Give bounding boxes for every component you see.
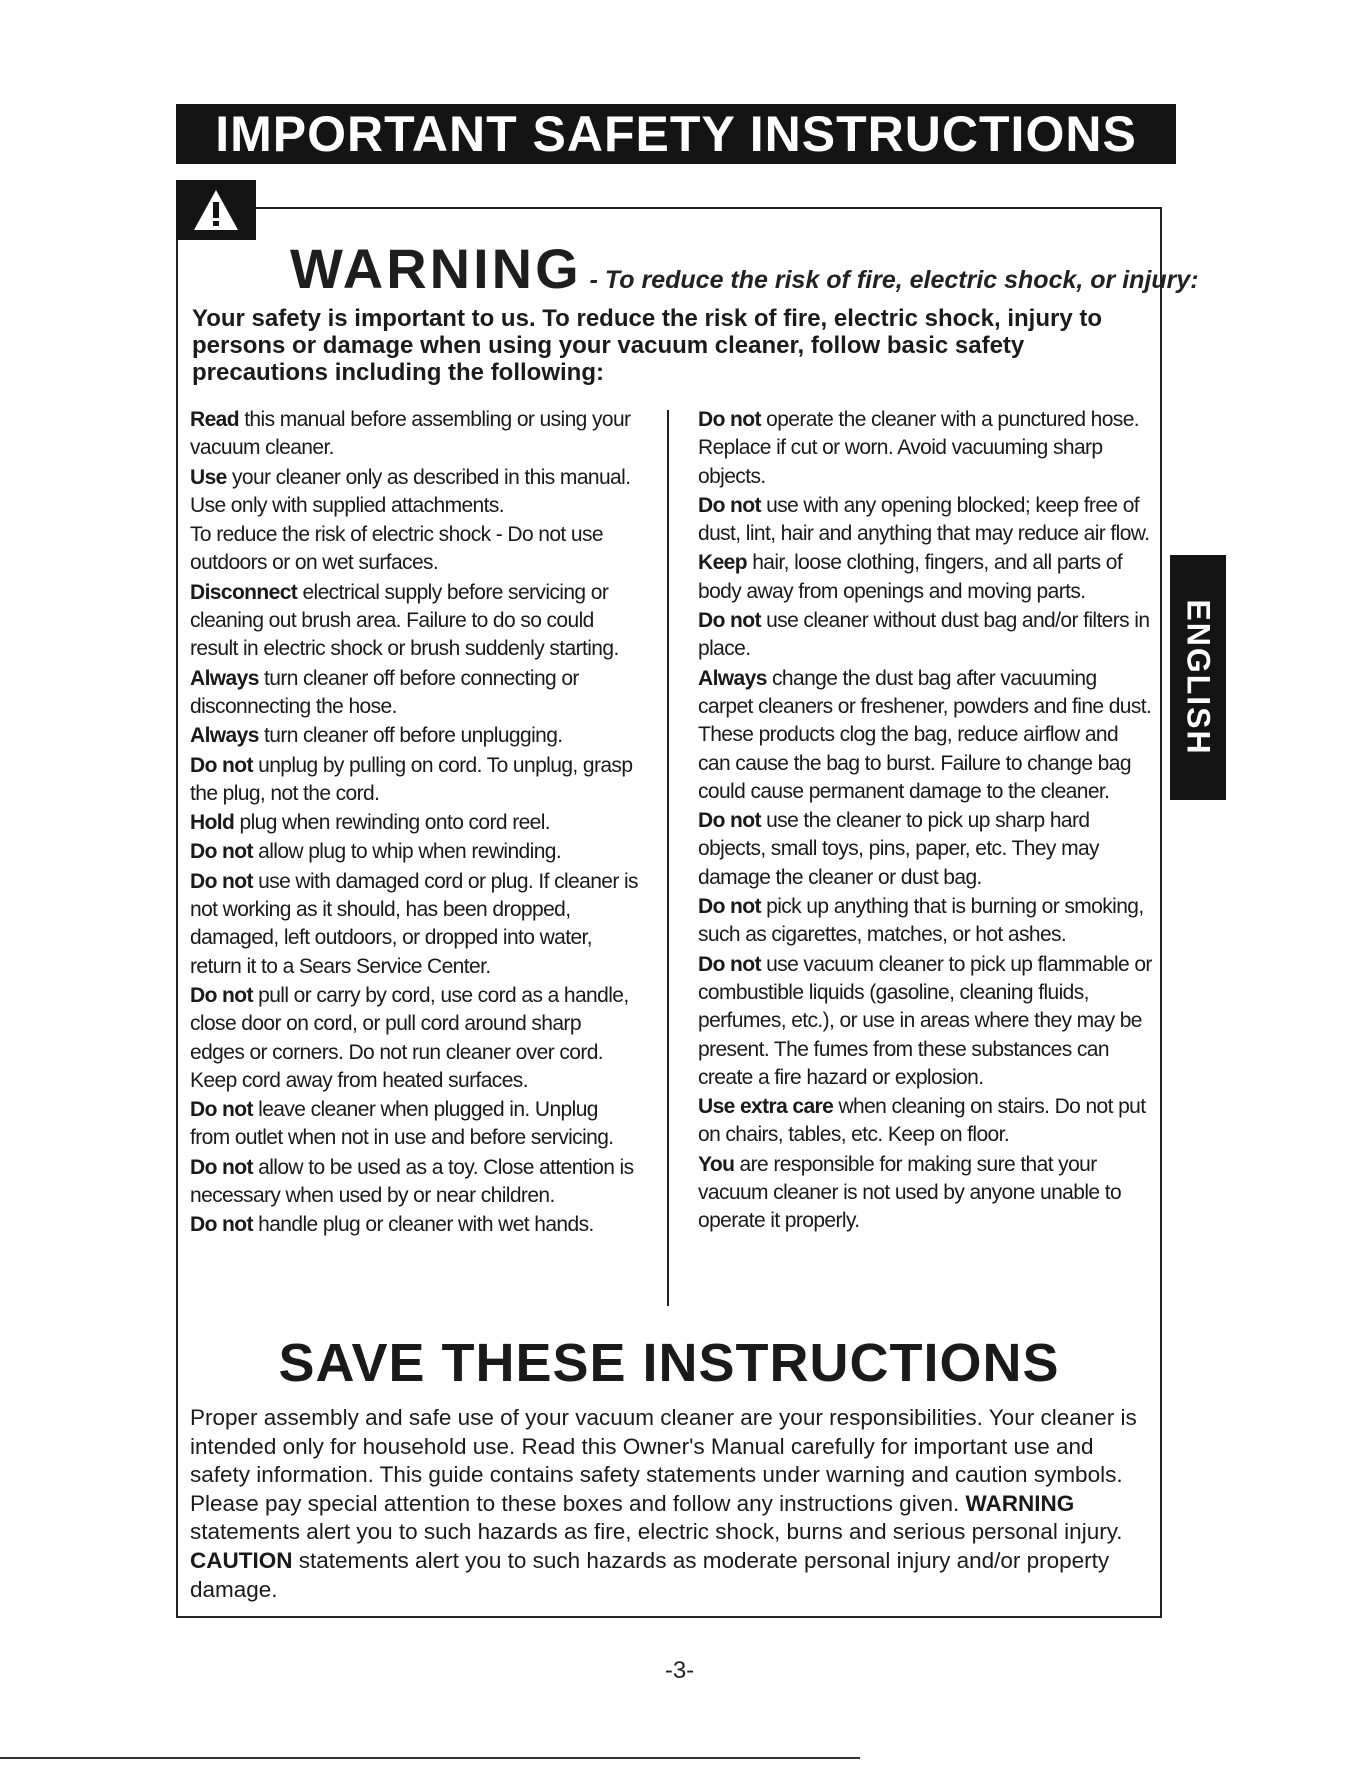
instruction-text: handle plug or cleaner with wet hands.: [252, 1213, 594, 1237]
instruction-lead: Do not: [190, 753, 253, 777]
instruction-lead: Do not: [698, 952, 761, 976]
instruction-item: [190, 868, 640, 981]
warning-word: WARNING: [290, 237, 582, 300]
save-instructions-title: SAVE THESE INSTRUCTIONS: [278, 1333, 1060, 1393]
instruction-text: turn cleaner off before unplugging.: [258, 724, 563, 748]
save-body-part-3: statements alert you to such hazards as moderate personal injury and/or property damage.: [190, 1547, 1110, 1602]
instruction-item: [698, 406, 1153, 491]
warning-subtitle: - To reduce the risk of fire, electric shock, or injury:: [589, 266, 1199, 294]
instruction-lead: Do not: [190, 983, 253, 1007]
instruction-item: [190, 982, 640, 1095]
instruction-item: [190, 1211, 640, 1239]
instruction-text: use vacuum cleaner to pick up flammable or combustible liquids (gasoline, cleaning fluids, perfumes, etc.), or use in areas where they may be present. The fumes from these substances can create a fire hazard or explosion.: [698, 952, 1152, 1089]
instruction-item: [698, 951, 1153, 1092]
frame-top-rule: [248, 207, 1162, 209]
instruction-item: [190, 406, 640, 463]
instruction-text: pick up anything that is burning or smoking, such as cigarettes, matches, or hot ashes.: [698, 895, 1144, 947]
instruction-lead: Do not: [190, 1213, 253, 1237]
page-number: -3-: [664, 1657, 695, 1684]
save-body-part-2: statements alert you to such hazards as fire, electric shock, burns and serious personal injury.: [190, 1519, 1123, 1545]
instruction-item: [190, 1096, 640, 1153]
instruction-item: [190, 579, 640, 664]
instruction-item: [190, 464, 640, 521]
instruction-lead: Do not: [190, 840, 253, 864]
instruction-text: use with damaged cord or plug. If cleaner is not working as it should, has been dropped, damaged, left outdoors, or dropped into water, return it to a Sears Service Center.: [190, 869, 638, 978]
instruction-item: [698, 607, 1153, 664]
instruction-item: [190, 722, 640, 750]
instruction-item: [190, 838, 640, 866]
instruction-text: turn cleaner off before connecting or disconnecting the hose.: [190, 666, 579, 718]
instruction-text: electrical supply before servicing or cleaning out brush area. Failure to do so could result in electric shock or brush suddenly starting.: [190, 580, 619, 661]
instruction-text: hair, loose clothing, fingers, and all parts of body away from openings and moving parts.: [698, 551, 1123, 603]
instruction-text: pull or carry by cord, use cord as a handle, close door on cord, or pull cord around sharp edges or corners. Do not run cleaner over cord. Keep cord away from heated surfaces.: [190, 983, 629, 1092]
right-instructions-column: [698, 406, 1153, 1237]
instruction-item: [698, 665, 1153, 806]
page-banner: [176, 104, 1176, 164]
instruction-text: use cleaner without dust bag and/or filters in place.: [698, 609, 1150, 661]
instruction-lead: Do not: [190, 1155, 253, 1179]
instruction-text: unplug by pulling on cord. To unplug, grasp the plug, not the cord.: [190, 753, 633, 805]
instruction-lead: Disconnect: [190, 580, 298, 604]
instruction-text: are responsible for making sure that your vacuum cleaner is not used by anyone unable to operate it properly.: [698, 1152, 1122, 1233]
instruction-text: change the dust bag after vacuuming carpet cleaners or freshener, powders and fine dust. These products clog the bag, reduce airflow and can cause the bag to burst. Failure to change bag could cause permanent damage to the cleaner.: [698, 666, 1152, 803]
instruction-item: [698, 549, 1153, 606]
instruction-lead: Do not: [698, 809, 761, 833]
instruction-item: [190, 1154, 640, 1211]
instruction-text: allow plug to whip when rewinding.: [252, 840, 562, 864]
warning-keyword: WARNING: [965, 1490, 1075, 1516]
instruction-text: To reduce the risk of electric shock - Do not use outdoors or on wet surfaces.: [190, 523, 603, 575]
instruction-item: [190, 752, 640, 809]
instruction-lead: Do not: [698, 408, 761, 431]
instruction-lead: Use: [190, 465, 227, 489]
instruction-lead: Use extra care: [698, 1095, 834, 1119]
instruction-item: [190, 665, 640, 722]
instruction-text: this manual before assembling or using your vacuum cleaner.: [190, 408, 631, 460]
instruction-item: [698, 1093, 1153, 1150]
instruction-lead: Read: [190, 408, 239, 431]
caution-keyword: CAUTION: [190, 1547, 293, 1573]
instruction-lead: Do not: [190, 869, 253, 893]
instruction-lead: Do not: [190, 1098, 253, 1122]
instruction-text: operate the cleaner with a punctured hose. Replace if cut or worn. Avoid vacuuming sharp objects.: [698, 408, 1140, 488]
left-instructions-column: [190, 406, 640, 1241]
instruction-lead: Keep: [698, 551, 747, 575]
warning-intro: Your safety is important to us. To reduce the risk of fire, electric shock, injury to persons or damage when using your vacuum cleaner, follow basic safety precautions including the following:: [192, 305, 1102, 386]
instruction-lead: Hold: [190, 811, 235, 835]
instruction-lead: Do not: [698, 895, 761, 919]
instruction-lead: Do not: [698, 609, 761, 633]
instruction-text: use the cleaner to pick up sharp hard objects, small toys, pins, paper, etc. They may damage the cleaner or dust bag.: [698, 809, 1099, 889]
instruction-text: allow to be used as a toy. Close attention is necessary when used by or near children.: [190, 1155, 634, 1208]
instruction-lead: Always: [698, 666, 767, 690]
instruction-text: leave cleaner when plugged in. Unplug from outlet when not in use and before servicing.: [190, 1098, 614, 1150]
instruction-item: [698, 893, 1153, 950]
instruction-item: [698, 1151, 1153, 1236]
instruction-lead: You: [698, 1152, 735, 1176]
save-body-part-1: Proper assembly and safe use of your vacuum cleaner are your responsibilities. Your cleaner is intended only for household use. Read this Owner's Manual carefully for important use and safety information. This guide contains safety statements under warning and caution symbols. Please pay special attention to these boxes and follow any instructions given.: [190, 1405, 1137, 1516]
instruction-item: [698, 492, 1153, 549]
instruction-text: use with any opening blocked; keep free of dust, lint, hair and anything that may reduce air flow.: [698, 493, 1150, 546]
instruction-item: [698, 807, 1153, 892]
column-divider: [667, 410, 669, 1306]
instruction-lead: Do not: [698, 493, 761, 517]
language-tab-label: ENGLISH: [1180, 599, 1217, 756]
instruction-text: your cleaner only as described in this manual. Use only with supplied attachments.: [190, 465, 631, 517]
instruction-item: [190, 521, 640, 578]
instruction-text: when cleaning on stairs. Do not put on chairs, tables, etc. Keep on floor.: [698, 1095, 1146, 1147]
language-tab: [1170, 555, 1226, 800]
bottom-rule: [0, 1757, 860, 1759]
instruction-lead: Always: [190, 724, 259, 748]
instruction-text: plug when rewinding onto cord reel.: [234, 811, 551, 835]
banner-title: IMPORTANT SAFETY INSTRUCTIONS: [215, 106, 1137, 162]
save-instructions-body: [190, 1404, 1155, 1604]
instruction-item: [190, 809, 640, 837]
instruction-lead: Always: [190, 666, 259, 690]
warning-triangle-icon: [176, 180, 256, 240]
warning-heading: [290, 236, 1199, 300]
